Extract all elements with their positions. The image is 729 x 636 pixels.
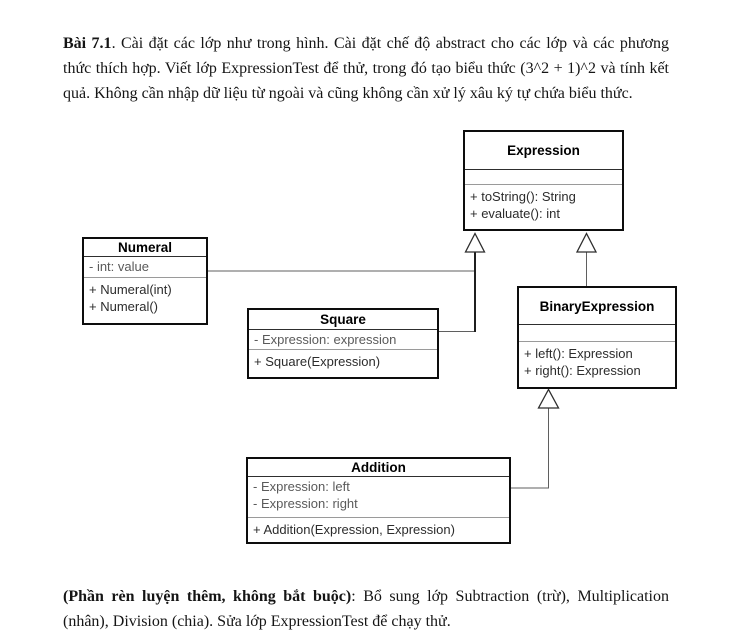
class-attribute: - Expression: right bbox=[253, 496, 358, 511]
attributes-compartment-addition bbox=[248, 477, 509, 518]
class-method: + Numeral() bbox=[89, 299, 158, 314]
class-box-binaryexpression bbox=[517, 286, 677, 389]
class-attribute: - Expression: left bbox=[253, 479, 350, 494]
attributes-compartment-numeral bbox=[84, 257, 206, 278]
methods-compartment-square bbox=[249, 350, 437, 377]
inheritance-triangle-icon-right bbox=[577, 234, 596, 253]
class-box-square bbox=[247, 308, 439, 379]
inheritance-triangle-icon-left bbox=[466, 234, 485, 253]
class-name-numeral: Numeral bbox=[84, 239, 206, 257]
methods-compartment-expression bbox=[465, 185, 622, 229]
class-attribute: - int: value bbox=[89, 259, 149, 274]
class-name-addition: Addition bbox=[248, 459, 509, 477]
methods-compartment-binaryexpression bbox=[519, 342, 675, 387]
methods-compartment-numeral bbox=[84, 278, 206, 323]
class-attribute: - Expression: expression bbox=[254, 332, 397, 347]
methods-compartment-addition bbox=[248, 518, 509, 542]
attributes-compartment-square bbox=[249, 330, 437, 350]
class-method: + Addition(Expression, Expression) bbox=[253, 522, 455, 537]
class-box-numeral bbox=[82, 237, 208, 325]
class-name-binaryexpression: BinaryExpression bbox=[519, 288, 675, 325]
note-text: : Bổ sung lớp Subtraction (trừ), Multiplication (nhân), Division (chia). Sửa lớp ExpressionTest để chạy thử. bbox=[63, 588, 669, 630]
class-box-expression bbox=[463, 130, 624, 231]
class-method: + evaluate(): int bbox=[470, 206, 560, 221]
class-box-addition bbox=[246, 457, 511, 544]
class-method: + Square(Expression) bbox=[254, 354, 381, 369]
problem-label: Bài 7.1 bbox=[63, 35, 112, 52]
class-name-expression: Expression bbox=[465, 132, 622, 170]
attributes-compartment-binaryexpression bbox=[519, 325, 675, 342]
class-method: + left(): Expression bbox=[524, 346, 633, 361]
class-method: + Numeral(int) bbox=[89, 282, 172, 297]
class-method: + right(): Expression bbox=[524, 363, 641, 378]
inheritance-triangle-icon-binary bbox=[539, 390, 559, 409]
problem-text: . Cài đặt các lớp như trong hình. Cài đặt chế độ abstract cho các lớp và các phương thức thích hợp. Viết lớp ExpressionTest để thử, trong đó tạo biểu thức (3^2 + 1)^2 và tính kết quả. Không cần nhập dữ liệu từ ngoài và cũng không cần xử lý xâu ký tự chứa biểu thức. bbox=[63, 35, 669, 102]
class-method: + toString(): String bbox=[470, 189, 576, 204]
class-name-square: Square bbox=[249, 310, 437, 330]
attributes-compartment-expression bbox=[465, 170, 622, 185]
note-label: (Phần rèn luyện thêm, không bắt buộc) bbox=[63, 588, 352, 605]
